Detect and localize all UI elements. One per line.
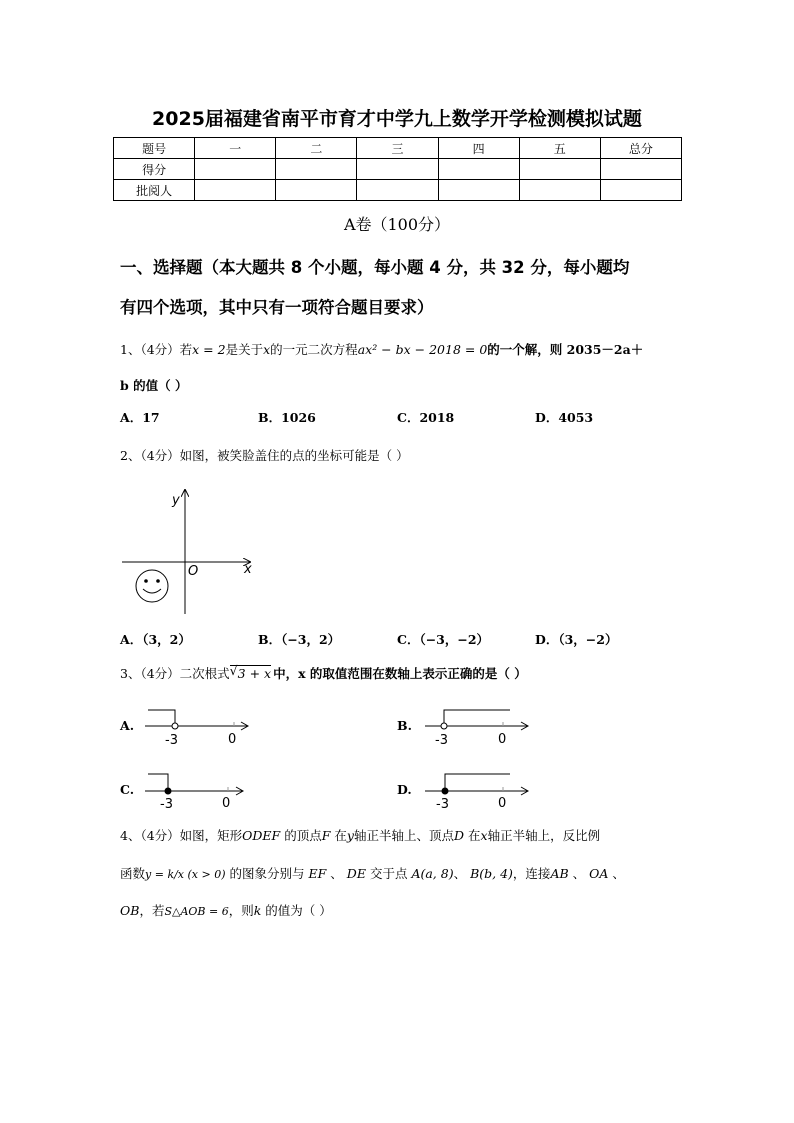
q2-option-c[interactable]: C．（−3，−2） bbox=[397, 632, 490, 647]
question-1-line1 bbox=[120, 340, 643, 358]
q3-option-b[interactable]: B. bbox=[397, 718, 412, 733]
q4-point-b: B(b, 4) bbox=[470, 866, 513, 881]
q4-text: 在 bbox=[334, 828, 347, 843]
score-table bbox=[113, 137, 682, 201]
closed-point bbox=[442, 788, 448, 794]
score-cell bbox=[276, 159, 357, 180]
closed-point bbox=[165, 788, 171, 794]
q3-option-a[interactable]: A. bbox=[120, 718, 135, 733]
q1-mid1: 是关于 bbox=[225, 342, 264, 357]
tick-label: -3 bbox=[435, 733, 448, 748]
q4-seg-ab: AB bbox=[550, 866, 569, 881]
q4-seg-ef: EF bbox=[308, 866, 327, 881]
question-1-line2: b 的值（ ） bbox=[120, 378, 188, 393]
section-heading-line1: 一、选择题（本大题共 8 个小题，每小题 4 分，共 32 分，每小题均 bbox=[120, 258, 630, 277]
score-cell bbox=[519, 159, 600, 180]
q4-function: y = k/x (x > 0) bbox=[145, 868, 226, 881]
score-row-label: 得分 bbox=[114, 159, 195, 180]
score-header-cell: 五 bbox=[519, 138, 600, 159]
question-4-line3 bbox=[120, 901, 332, 919]
q4-seg-ob: OB bbox=[120, 903, 140, 918]
tick-label: -3 bbox=[436, 797, 449, 812]
score-header-cell: 总分 bbox=[600, 138, 681, 159]
score-cell bbox=[195, 180, 276, 201]
q4-sep: 、 bbox=[453, 866, 467, 881]
score-header-cell: 一 bbox=[195, 138, 276, 159]
question-4-line1 bbox=[120, 826, 600, 844]
q4-text: ，则 bbox=[228, 903, 254, 918]
q4-sep: 、 bbox=[612, 866, 625, 881]
q1-suffix: 的一个解，则 2035－2a＋ bbox=[487, 342, 644, 357]
q1-option-d[interactable]: D．4053 bbox=[535, 410, 594, 425]
score-table-row bbox=[114, 159, 682, 180]
q4-y: y bbox=[346, 828, 354, 843]
q1-mid2: 的一元二次方程 bbox=[270, 342, 358, 357]
score-cell bbox=[195, 159, 276, 180]
q3-suffix: 中，x 的取值范围在数轴上表示正确的是（ ） bbox=[273, 666, 527, 681]
page-title: 2025届福建省南平市育才中学九上数学开学检测模拟试题 bbox=[152, 108, 642, 130]
q4-text: 的图象分别与 bbox=[229, 866, 305, 881]
q2-option-d[interactable]: D．（3，−2） bbox=[535, 632, 618, 647]
q3-option-c[interactable]: C. bbox=[120, 782, 135, 797]
open-point bbox=[441, 723, 447, 729]
q4-text: 的值为（ ） bbox=[265, 903, 332, 918]
score-cell bbox=[276, 180, 357, 201]
q4-seg-de: DE bbox=[346, 866, 366, 881]
score-cell bbox=[357, 180, 438, 201]
q3-number-line-d bbox=[420, 766, 535, 812]
score-cell bbox=[438, 159, 519, 180]
open-point bbox=[172, 723, 178, 729]
q3-number-line-c bbox=[140, 766, 250, 812]
q2-coordinate-figure bbox=[110, 480, 270, 620]
q1-variable: x bbox=[263, 342, 271, 357]
tick-label: 0 bbox=[498, 732, 507, 747]
origin-label: O bbox=[188, 564, 199, 579]
q4-text: ，连接 bbox=[512, 866, 551, 881]
q4-rect: ODEF bbox=[242, 828, 281, 843]
q3-radical: √ 3 + x bbox=[229, 663, 272, 681]
q4-point-f: F bbox=[321, 828, 331, 843]
question-4-line2 bbox=[120, 864, 625, 882]
volume-label: A卷（100分） bbox=[343, 215, 451, 234]
score-header-cell: 三 bbox=[357, 138, 438, 159]
score-header-cell: 四 bbox=[438, 138, 519, 159]
question-2-text: 2、（4分）如图，被笑脸盖住的点的坐标可能是（ ） bbox=[120, 448, 409, 463]
q4-text: 4、（4分）如图，矩形 bbox=[120, 828, 243, 843]
score-cell bbox=[600, 159, 681, 180]
q4-x: x bbox=[480, 828, 488, 843]
score-row-label: 批阅人 bbox=[114, 180, 195, 201]
q4-text: 在 bbox=[468, 828, 481, 843]
q2-option-b[interactable]: B．（−3，2） bbox=[258, 632, 341, 647]
smiley-face-icon bbox=[136, 570, 168, 602]
q1-condition: x = 2 bbox=[192, 342, 226, 357]
q4-point-d: D bbox=[454, 828, 465, 843]
q4-sep: 、 bbox=[330, 866, 343, 881]
tick-label: 0 bbox=[498, 796, 507, 811]
q3-option-d[interactable]: D. bbox=[397, 782, 412, 797]
score-cell bbox=[519, 180, 600, 201]
q4-area: S△AOB = 6 bbox=[164, 905, 229, 918]
score-cell bbox=[438, 180, 519, 201]
q4-text: 轴正半轴上、顶点 bbox=[353, 828, 454, 843]
q4-seg-oa: OA bbox=[589, 866, 609, 881]
q2-option-a[interactable]: A．（3，2） bbox=[120, 632, 191, 647]
tick-label: -3 bbox=[165, 733, 178, 748]
q1-option-a[interactable]: A．17 bbox=[120, 410, 160, 425]
q3-radicand: 3 + x bbox=[237, 666, 272, 681]
q1-option-b[interactable]: B．1026 bbox=[258, 410, 316, 425]
tick-label: 0 bbox=[228, 732, 237, 747]
q4-k: k bbox=[253, 903, 262, 918]
score-header-cell: 二 bbox=[276, 138, 357, 159]
q1-prefix: 1、（4分）若 bbox=[120, 342, 193, 357]
q1-equation: ax² − bx − 2018 = 0 bbox=[357, 342, 488, 357]
score-table-row bbox=[114, 180, 682, 201]
section-heading-line2: 有四个选项，其中只有一项符合题目要求） bbox=[120, 298, 434, 317]
score-table-header-row bbox=[114, 138, 682, 159]
x-axis-label: x bbox=[244, 562, 252, 577]
score-header-cell: 题号 bbox=[114, 138, 195, 159]
q4-text: 交于点 bbox=[369, 866, 408, 881]
score-cell bbox=[357, 159, 438, 180]
q3-number-line-a bbox=[140, 702, 255, 748]
question-3-text bbox=[120, 664, 527, 682]
score-cell bbox=[600, 180, 681, 201]
q3-prefix: 3、（4分）二次根式 bbox=[120, 666, 230, 681]
q4-text: ，若 bbox=[139, 903, 165, 918]
q4-sep: 、 bbox=[572, 866, 586, 881]
q4-point-a: A(a, 8) bbox=[411, 866, 454, 881]
tick-label: 0 bbox=[222, 796, 231, 811]
q4-text: 轴正半轴上，反比例 bbox=[487, 828, 601, 843]
tick-label: -3 bbox=[160, 797, 173, 812]
y-axis-label: y bbox=[172, 493, 180, 508]
q4-text: 函数 bbox=[120, 866, 146, 881]
q3-number-line-b bbox=[420, 702, 535, 748]
q1-option-c[interactable]: C．2018 bbox=[397, 410, 455, 425]
q4-text: 的顶点 bbox=[284, 828, 322, 843]
